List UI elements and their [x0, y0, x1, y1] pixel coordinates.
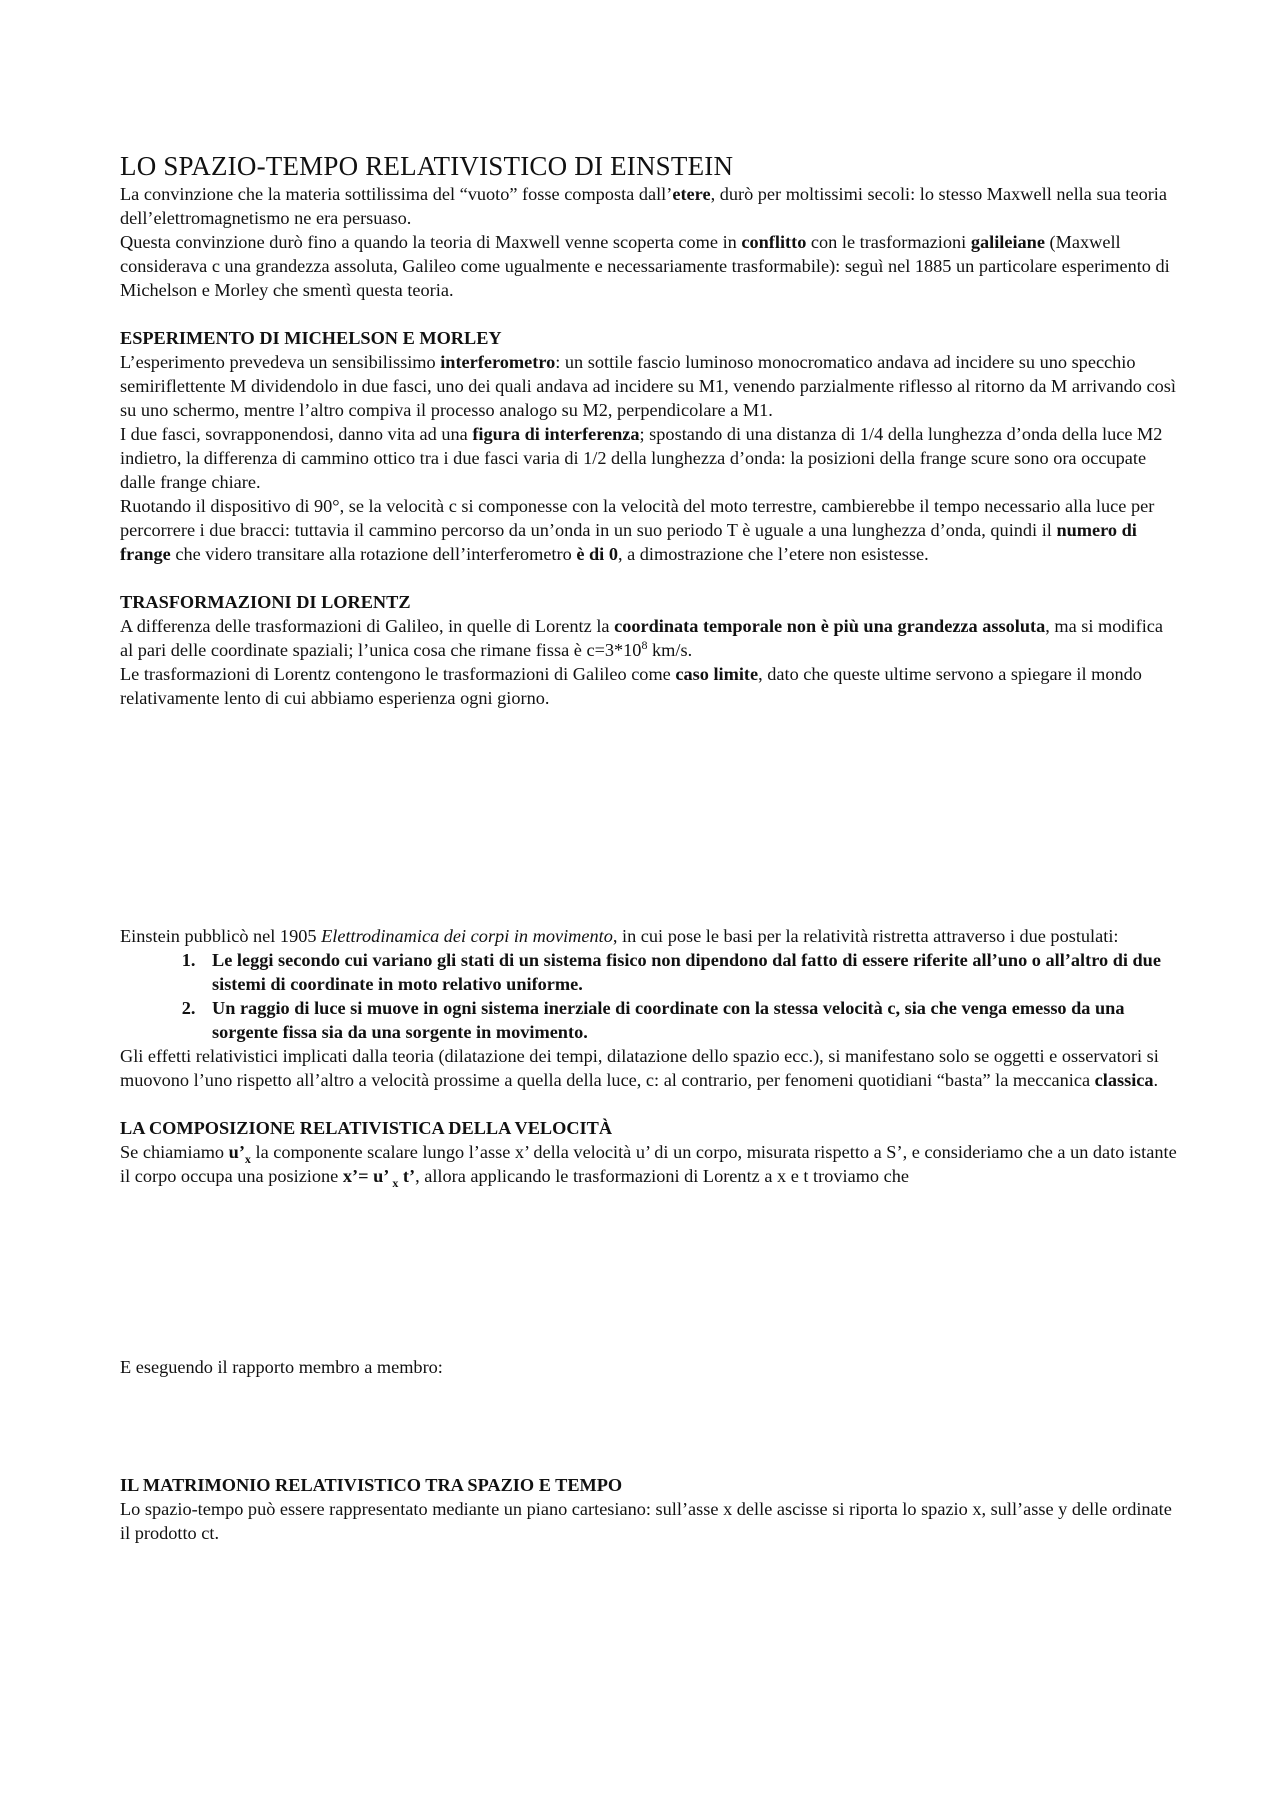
intro-paragraph-2 [120, 230, 1180, 302]
lorentz-paragraph-2 [120, 662, 1180, 710]
text-run: , dato che queste ultime servono a spiegare il mondo relativamente lento di cui abbiamo esperienza ogni giorno. [120, 664, 1142, 708]
text-run: , in cui pose le basi per la relatività ristretta attraverso i due postulati: [612, 926, 1119, 946]
velocity-paragraph-1 [120, 1140, 1180, 1188]
text-run: , durò per moltissimi secoli: lo stesso Maxwell nella sua teoria dell’elettromagnetismo ne era persuaso. [120, 184, 1168, 228]
spacer [120, 566, 1180, 590]
bold-term: etere [672, 184, 711, 204]
bold-term: interferometro [440, 352, 556, 372]
michelson-paragraph-2 [120, 422, 1180, 494]
michelson-paragraph-1 [120, 350, 1180, 422]
bold-term: classica [1094, 1070, 1154, 1090]
text-run: Se chiamiamo [120, 1142, 229, 1162]
text-run: Einstein pubblicò nel 1905 [120, 926, 322, 946]
spacer [120, 1092, 1180, 1116]
bold-term: t’ [398, 1166, 416, 1186]
text-run: Ruotando il dispositivo di 90°, se la velocità c si componesse con la velocità del moto terrestre, cambierebbe il tempo necessario alla luce per percorrere i due bracci: tuttavia il cammino percorso da un’onda in un suo periodo T è uguale a una lunghezza d’onda, quindi il [120, 496, 1155, 540]
text-run: Questa convinzione durò fino a quando la teoria di Maxwell venne scoperta come in [120, 232, 742, 252]
text-run: km/s. [647, 640, 693, 660]
text-run: con le trasformazioni [806, 232, 971, 252]
section-heading-velocity: LA COMPOSIZIONE RELATIVISTICA DELLA VELOCITÀ [120, 1118, 613, 1138]
lorentz-paragraph-1 [120, 614, 1180, 662]
text-run: La convinzione che la materia sottilissima del “vuoto” fosse composta dall’ [120, 184, 673, 204]
text-run: (Maxwell considerava c una grandezza assoluta, Galileo come ugualmente e necessariamente trasformabile): seguì nel 1885 un particolare esperimento di Michelson e Morley che smentì questa teoria. [120, 232, 1170, 300]
text-run: Le trasformazioni di Lorentz contengono le trasformazioni di Galileo come [120, 664, 676, 684]
bold-term: u’ [228, 1142, 245, 1162]
subscript: x [244, 1152, 251, 1166]
bold-term: coordinata temporale non è più una grandezza assoluta [614, 616, 1046, 636]
einstein-paragraph-1 [120, 924, 1180, 948]
postulate-item: 1. Le leggi secondo cui variano gli stati di un sistema fisico non dipendono dal fatto di essere riferite all’uno o all’altro di due sistemi di coordinate in moto relativo uniforme. [200, 948, 1180, 996]
text-run: , ma si modifica al pari delle coordinate spaziali; l’unica cosa che rimane fissa è c=3*10 [120, 616, 1164, 660]
postulate-item: 2. Un raggio di luce si muove in ogni sistema inerziale di coordinate con la stessa velocità c, sia che venga emesso da una sorgente fissa sia da una sorgente in movimento. [200, 996, 1180, 1044]
text-run: : un sottile fascio luminoso monocromatico andava ad incidere su uno specchio semiriflettente M dividendolo in due fasci, uno dei quali andava ad incidere su M1, venendo parzialmente riflesso al ritorno da M arrivando così su uno schermo, mentre l’altro compiva il processo analogo su M2, perpendicolare a M1. [120, 352, 1176, 420]
document-page [120, 150, 1180, 1545]
bold-term: caso limite [675, 664, 759, 684]
empty-formula-area [120, 710, 1180, 924]
michelson-paragraph-3 [120, 494, 1180, 566]
text-run: . [1153, 1070, 1159, 1090]
empty-formula-area [120, 1188, 1180, 1355]
section-heading-lorentz: TRASFORMAZIONI DI LORENTZ [120, 592, 411, 612]
empty-formula-area [120, 1379, 1180, 1473]
spacer [120, 302, 1180, 326]
bold-term: x’= u’ [342, 1166, 390, 1186]
subscript: x [389, 1176, 399, 1190]
document-title: LO SPAZIO-TEMPO RELATIVISTICO DI EINSTEIN [120, 151, 734, 181]
intro-paragraph-1 [120, 182, 1180, 230]
text-run: I due fasci, sovrapponendosi, danno vita ad una [120, 424, 473, 444]
section-heading-michelson: ESPERIMENTO DI MICHELSON E MORLEY [120, 328, 502, 348]
text-run: , a dimostrazione che l’etere non esistesse. [617, 544, 929, 564]
text-run: A differenza delle trasformazioni di Galileo, in quelle di Lorentz la [120, 616, 615, 636]
text-run: Gli effetti relativistici implicati dalla teoria (dilatazione dei tempi, dilatazione dello spazio ecc.), si manifestano solo se oggetti e osservatori si muovono l’uno rispetto all’altro a velocità prossime a quella della luce, c: al contrario, per fenomeni quotidiani “basta” la meccanica [120, 1046, 1159, 1090]
text-run: la componente scalare lungo l’asse x’ della velocità u’ di un corpo, misurata rispetto a S’, e consideriamo che a un dato istante il corpo occupa una posizione [120, 1142, 1177, 1186]
italic-title: Elettrodinamica dei corpi in movimento [321, 926, 613, 946]
bold-term: numero di frange [120, 520, 1137, 564]
velocity-paragraph-2: E eseguendo il rapporto membro a membro: [120, 1357, 443, 1377]
exponent: 8 [641, 638, 648, 652]
einstein-paragraph-2 [120, 1044, 1180, 1092]
postulates-list [120, 948, 1180, 1044]
bold-term: conflitto [741, 232, 807, 252]
bold-term: figura di interferenza [472, 424, 640, 444]
section-heading-spacetime: IL MATRIMONIO RELATIVISTICO TRA SPAZIO E TEMPO [120, 1475, 623, 1495]
bold-term: è di 0 [576, 544, 618, 564]
bold-term: galileiane [970, 232, 1045, 252]
spacetime-paragraph-1: Lo spazio-tempo può essere rappresentato mediante un piano cartesiano: sull’asse x delle ascisse si riporta lo spazio x, sull’asse y delle ordinate il prodotto ct. [120, 1499, 1172, 1543]
text-run: L’esperimento prevedeva un sensibilissimo [120, 352, 441, 372]
text-run: che videro transitare alla rotazione dell’interferometro [170, 544, 577, 564]
text-run: ; spostando di una distanza di 1/4 della lunghezza d’onda della luce M2 indietro, la differenza di cammino ottico tra i due fasci varia di 1/2 della lunghezza d’onda: la posizioni della frange scure sono ora occupate dalle frange chiare. [120, 424, 1163, 492]
text-run: , allora applicando le trasformazioni di Lorentz a x e t troviamo che [415, 1166, 909, 1186]
